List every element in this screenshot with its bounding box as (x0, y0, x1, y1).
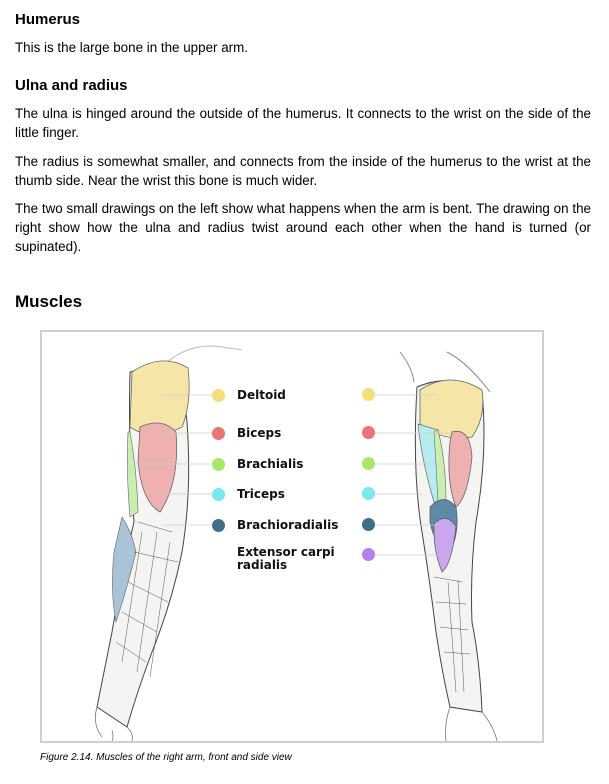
legend-label: Biceps (237, 425, 282, 440)
legend-label: Extensor carpi radialis (237, 545, 335, 572)
figure-caption: Figure 2.14. Muscles of the right arm, front and side view (40, 752, 292, 763)
legend-item-triceps (212, 485, 285, 503)
section-heading-muscles: Muscles (15, 292, 83, 311)
deltoid-dot (212, 389, 225, 402)
legend-label: Brachialis (237, 456, 304, 471)
legend-item-extensor-carpi-radialis (237, 546, 347, 572)
arm-illustration (42, 332, 542, 741)
front-arm-drawing (95, 346, 242, 741)
radius-paragraph: The radius is somewhat smaller, and connects from the inside of the humerus to the wrist at the thumb side. Near the wrist this bone is much wider. (15, 154, 591, 188)
legend-label: Deltoid (237, 387, 286, 402)
legend-item-brachioradialis (212, 516, 338, 534)
biceps-dot (212, 427, 225, 440)
drawings-paragraph: The two small drawings on the left show what happens when the arm is bent. The drawing on the right show how the ulna and radius twist around each other when the hand is turned (or supinated). (15, 201, 591, 254)
legend-item-brachialis (212, 455, 303, 473)
brachioradialis-dot-right (362, 518, 375, 531)
brachioradialis-dot (212, 519, 225, 532)
humerus-text: This is the large bone in the upper arm. (15, 40, 248, 55)
brachialis-dot-right (362, 457, 375, 470)
legend-item-biceps (212, 424, 281, 442)
ulna-paragraph: The ulna is hinged around the outside of the humerus. It connects to the wrist on the side of the little finger. (15, 106, 591, 140)
extensor-carpi-radialis-dot-right (362, 548, 375, 561)
legend-item-deltoid (212, 386, 286, 404)
triceps-dot-right (362, 487, 375, 500)
triceps-dot (212, 488, 225, 501)
deltoid-dot-right (362, 388, 375, 401)
section-heading-humerus: Humerus (15, 11, 81, 28)
side-arm-drawing (400, 352, 497, 741)
brachialis-dot (212, 458, 225, 471)
muscles-figure (40, 330, 544, 743)
legend-label: Triceps (237, 486, 285, 501)
legend-label: Brachioradialis (237, 517, 339, 532)
biceps-dot-right (362, 426, 375, 439)
section-heading-ulna-radius: Ulna and radius (15, 77, 128, 94)
